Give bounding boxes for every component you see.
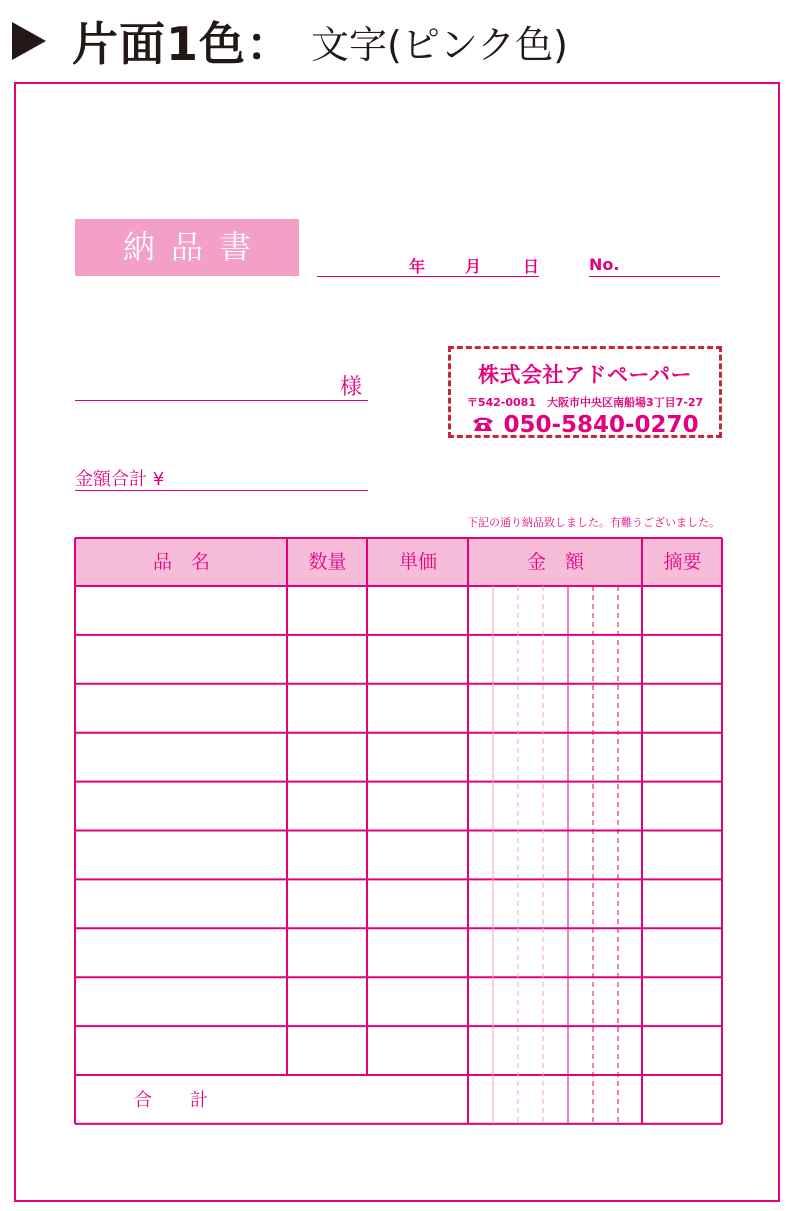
header-quantity: 数量 <box>308 551 347 573</box>
header-remarks: 摘要 <box>663 551 702 573</box>
number-label: No. <box>589 255 620 274</box>
date-day-label: 日 <box>523 257 540 276</box>
header-amount: 金 額 <box>526 551 584 573</box>
date-year-label: 年 <box>409 257 426 276</box>
date-month-label: 月 <box>465 257 482 276</box>
header-item: 品 名 <box>152 551 210 573</box>
honorific-label: 様 <box>340 375 363 400</box>
company-phone: 050-5840-0270 <box>503 412 699 438</box>
delivery-note: 下記の通り納品致しました。有難うございました。 <box>467 516 720 529</box>
table-total-label: 合計 <box>134 1090 246 1111</box>
header-unit-price: 単価 <box>398 551 437 573</box>
heading-main: 片面1色： <box>72 17 294 71</box>
company-name: 株式会社アドペーパー <box>478 363 692 387</box>
heading-sub: 文字(ピンク色) <box>311 22 568 67</box>
form-title: 納品書 <box>75 219 299 276</box>
total-amount-label: 金額合計 ¥ <box>75 469 165 490</box>
company-address: 〒542-0081 大阪市中央区南船場3丁目7-27 <box>466 396 704 409</box>
